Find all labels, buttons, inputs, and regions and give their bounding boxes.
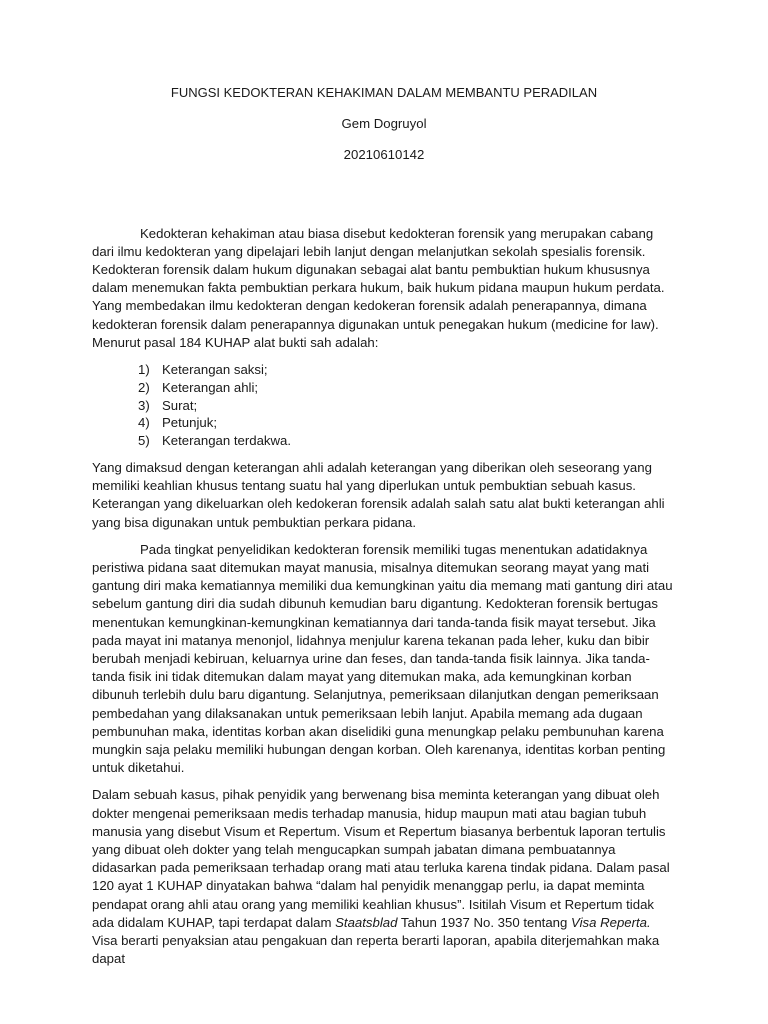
list-number: 3) <box>138 397 150 413</box>
list-number: 1) <box>138 362 150 378</box>
document-page <box>92 84 676 978</box>
paragraph-intro: Kedokteran kehakiman atau biasa disebut kedokteran forensik yang merupakan cabang dari ilmu kedokteran yang dipelajari lebih lanjut dengan melanjutkan sekolah spesialis forensik. Kedokteran forensik dalam hukum digunakan sebagai alat bantu pembuktian hukum khususnya dalam menemukan fakta pembuktian perkara hukum, baik hukum pidana maupun hukum perdata. Yang membedakan ilmu kedokteran dengan kedokeran forensik adalah penerapannya, dimana kedokteran forensik dalam penerapannya digunakan untuk penegakan hukum (medicine for law). Menurut pasal 184 KUHAP alat bukti sah adalah: <box>92 225 665 350</box>
list-number: 4) <box>138 415 150 431</box>
visum-text-b: Tahun 1937 No. 350 tentang <box>397 914 572 930</box>
list-text: Keterangan ahli; <box>162 379 259 395</box>
list-item <box>138 361 676 379</box>
author-name: Gem Dogruyol <box>341 116 427 132</box>
student-id: 20210610142 <box>343 147 425 163</box>
visum-text-c: Visa berarti penyaksian atau pengakuan dan reperta berarti laporan, apabila diterjemahkan maka dapat <box>92 933 660 967</box>
list-item <box>138 379 676 397</box>
visum-text-a: Dalam sebuah kasus, pihak penyidik yang berwenang bisa meminta keterangan yang dibuat oleh dokter mengenai pemeriksaan medis terhadap manusia, hidup maupun mati atau bagian tubuh manusia yang disebut Visum et Repertum. Visum et Repertum biasanya berbentuk laporan tertulis yang dibuat oleh dokter yang telah mengucapkan sumpah jabatan dimana pembuatannya didasarkan pada pemeriksaan terhadap orang mati atau terluka karena tindak pidana. Dalam pasal 120 ayat 1 KUHAP dinyatakan bahwa “dalam hal penyidik menanggap perlu, ia dapat meminta pendapat orang ahli atau orang yang memiliki keahlian khusus”. Isitilah Visum et Repertum tidak ada didalam KUHAP, tapi terdapat dalam <box>92 787 670 930</box>
visum-italic-visa-reperta: Visa Reperta. <box>571 914 651 930</box>
list-text: Keterangan terdakwa. <box>162 433 292 449</box>
list-number: 5) <box>138 433 150 449</box>
evidence-list <box>138 361 676 450</box>
list-item <box>138 414 676 432</box>
list-item <box>138 397 676 415</box>
paragraph-visum <box>92 786 676 968</box>
paragraph-expert-testimony: Yang dimaksud dengan keterangan ahli adalah keterangan yang diberikan oleh seseorang yang memiliki keahlian khusus tentang suatu hal yang diperlukan untuk pembuktian sebuah kasus. Keterangan yang dikeluarkan oleh kedokeran forensik adalah salah satu alat bukti keterangan ahli yang bisa digunakan untuk pembuktian perkara pidana. <box>92 460 665 530</box>
list-text: Surat; <box>162 397 198 413</box>
visum-italic-staatsblad: Staatsblad <box>335 914 398 930</box>
list-text: Petunjuk; <box>162 415 217 431</box>
list-number: 2) <box>138 379 150 395</box>
list-item <box>138 432 676 450</box>
document-title: FUNGSI KEDOKTERAN KEHAKIMAN DALAM MEMBANTU PERADILAN <box>170 85 598 100</box>
paragraph-investigation: Pada tingkat penyelidikan kedokteran forensik memiliki tugas menentukan adatidaknya peristiwa pidana saat ditemukan mayat manusia, misalnya ditemukan seorang mayat yang mati gantung diri maka kematiannya memiliki dua kemungkinan yaitu dia memang mati gantung diri atau sebelum gantung diri dia sudah dibunuh kemudian baru digantung. Kedokteran forensik bertugas menentukan kemungkinan-kemungkinan kematiannya dari tanda-tanda fisik mayat tersebut. Jika pada mayat ini matanya menonjol, lidahnya menjulur karena tekanan pada leher, kuku dan bibir berubah menjadi kebiruan, keluarnya urine dan feses, dan tanda-tanda fisik lainnya. Jika tanda-tanda fisik ini tidak ditemukan dalam mayat yang ditemukan maka, ada kemungkinan korban dibunuh terlebih dulu baru digantung. Selanjutnya, pemeriksaan dilanjutkan dengan pemeriksaan pembedahan yang dilaksanakan untuk pemeriksaan lebih lanjut. Apabila memang ada dugaan pembunuhan maka, identitas korban akan diselidiki guna menungkap pelaku pembunuhan karena mungkin saja pelaku memiliki hubungan dengan korban. Oleh karenanya, identitas korban penting untuk diketahui. <box>92 541 673 776</box>
list-text: Keterangan saksi; <box>162 362 268 378</box>
